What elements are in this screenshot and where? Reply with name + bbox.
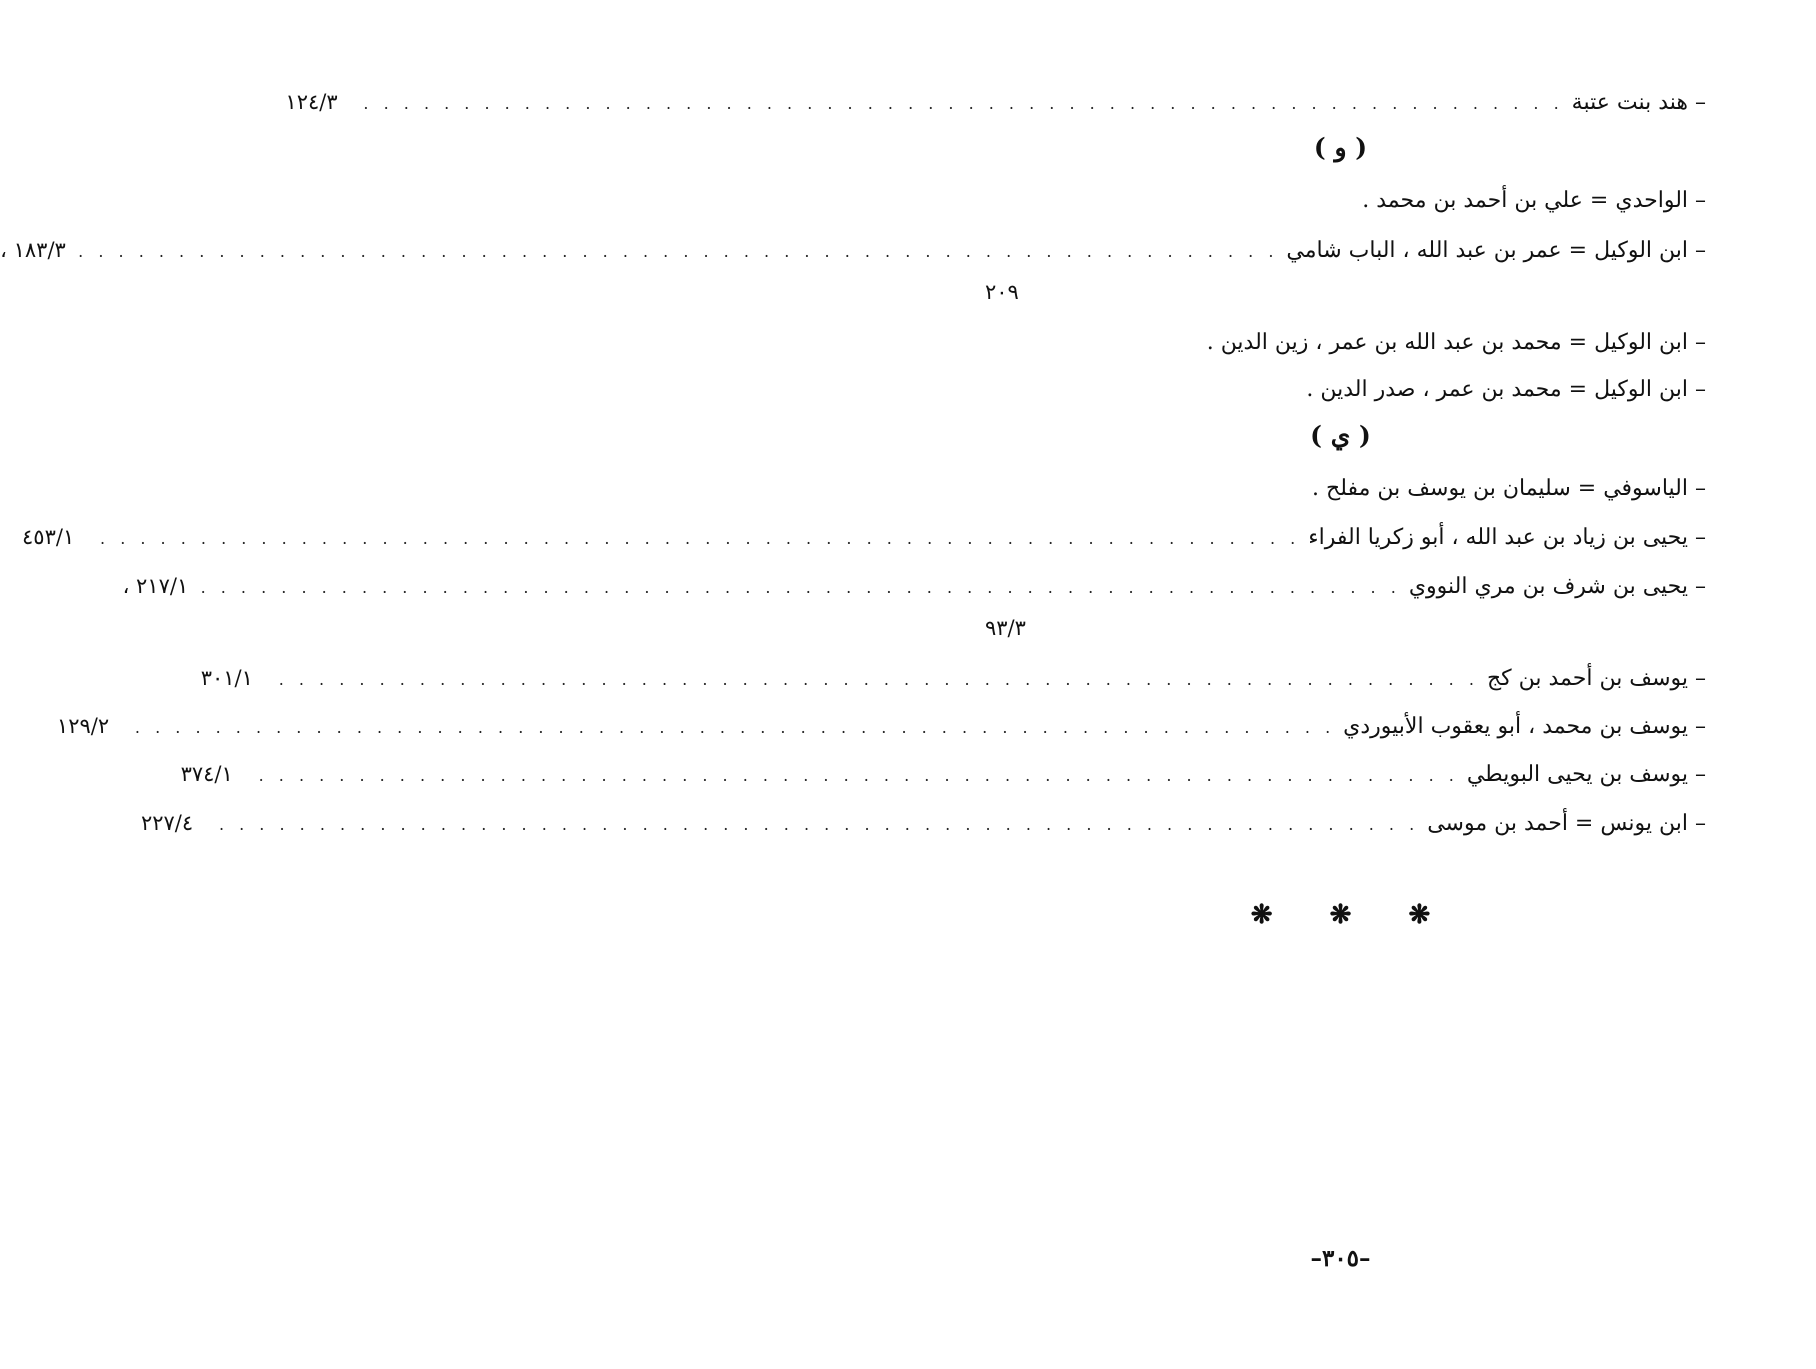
index-entry	[22, 517, 1706, 559]
entry-name: – يوسف بن محمد ، أبو يعقوب الأبيوردي	[1343, 714, 1706, 739]
section-separator: ❋ ❋ ❋	[1250, 900, 1431, 930]
leader-dots: . . . . . . . . . . . . . . . . . . . . . . . . . . . . . . . . . . . . . . . . . . . . . . . . . . . . . . . . . . . .	[218, 815, 1420, 834]
entry-name: – هند بنت عتبة	[1571, 90, 1706, 115]
leader-dots: . . . . . . . . . . . . . . . . . . . . . . . . . . . . . . . . . . . . . . . . . . . . . . . . . . . . . . . . . . . .	[78, 242, 1279, 261]
leader-dots: . . . . . . . . . . . . . . . . . . . . . . . . . . . . . . . . . . . . . . . . . . . . . . . . . . . . . . . . . . . .	[134, 718, 1336, 737]
entry-reference: ٣٧٤/١	[180, 762, 233, 786]
entry-name: – ابن الوكيل = عمر بن عبد الله ، الباب شامي	[1286, 238, 1706, 263]
entry-name: – الواحدي = علي بن أحمد بن محمد .	[1362, 188, 1706, 213]
leader-dots: . . . . . . . . . . . . . . . . . . . . . . . . . . . . . . . . . . . . . . . . . . . . . . . . . . . . . . . . . . . .	[100, 529, 1301, 548]
entry-name: – يوسف بن أحمد بن كج	[1486, 666, 1706, 691]
index-entry	[975, 469, 1706, 509]
entry-reference: ٤٥٣/١	[22, 525, 75, 549]
index-entry	[0, 230, 1706, 312]
entry-name: – ابن الوكيل = محمد بن عمر ، صدر الدين .	[1306, 377, 1706, 402]
entry-reference: ١٢٤/٣	[285, 90, 338, 114]
entry-name: – ابن الوكيل = محمد بن عبد الله بن عمر ، زين الدين .	[1206, 330, 1706, 355]
entry-reference: ٢٢٧/٤	[140, 811, 194, 835]
index-entry	[975, 370, 1706, 410]
entry-reference-continued: ٢٠٩	[985, 280, 1019, 304]
leader-dots: . . . . . . . . . . . . . . . . . . . . . . . . . . . . . . . . . . . . . . . . . . . . . . . . . . . . . . . . . . . .	[363, 94, 1564, 113]
leader-dots: . . . . . . . . . . . . . . . . . . . . . . . . . . . . . . . . . . . . . . . . . . . . . . . . . . . . . . . . . . . .	[258, 766, 1459, 785]
entry-name: – يحيى بن شرف بن مري النووي	[1408, 574, 1706, 599]
index-entry	[122, 566, 1706, 648]
entry-name: – الياسوفي = سليمان بن يوسف بن مفلح .	[1312, 476, 1706, 501]
index-entry	[180, 754, 1706, 796]
index-entry	[56, 706, 1706, 748]
leader-dots: . . . . . . . . . . . . . . . . . . . . . . . . . . . . . . . . . . . . . . . . . . . . . . . . . . . . . . . . . . . .	[278, 670, 1479, 689]
index-entry	[975, 323, 1706, 363]
entry-reference: ١٨٣/٣ ،	[0, 238, 66, 262]
entry-name: – يحيى بن زياد بن عبد الله ، أبو زكريا الفراء	[1308, 525, 1706, 550]
section-heading: ( ي )	[1310, 421, 1371, 450]
entry-reference: ٣٠١/١	[200, 666, 253, 690]
index-entry	[975, 181, 1706, 221]
index-entry	[140, 803, 1706, 845]
entry-reference-continued: ٩٣/٣	[985, 616, 1026, 640]
index-entry	[200, 658, 1706, 700]
page-number: –٣٠٥–	[1310, 1245, 1371, 1272]
entry-name: – يوسف بن يحيى البويطي	[1466, 762, 1706, 787]
index-entry	[285, 82, 1706, 124]
section-heading: ( و )	[1313, 133, 1368, 162]
leader-dots: . . . . . . . . . . . . . . . . . . . . . . . . . . . . . . . . . . . . . . . . . . . . . . . . . . . . . . . . . . . .	[200, 578, 1401, 597]
entry-reference: ١٢٩/٢	[56, 714, 110, 738]
entry-name: – ابن يونس = أحمد بن موسى	[1427, 811, 1706, 836]
entry-reference: ٢١٧/١ ،	[122, 574, 189, 598]
